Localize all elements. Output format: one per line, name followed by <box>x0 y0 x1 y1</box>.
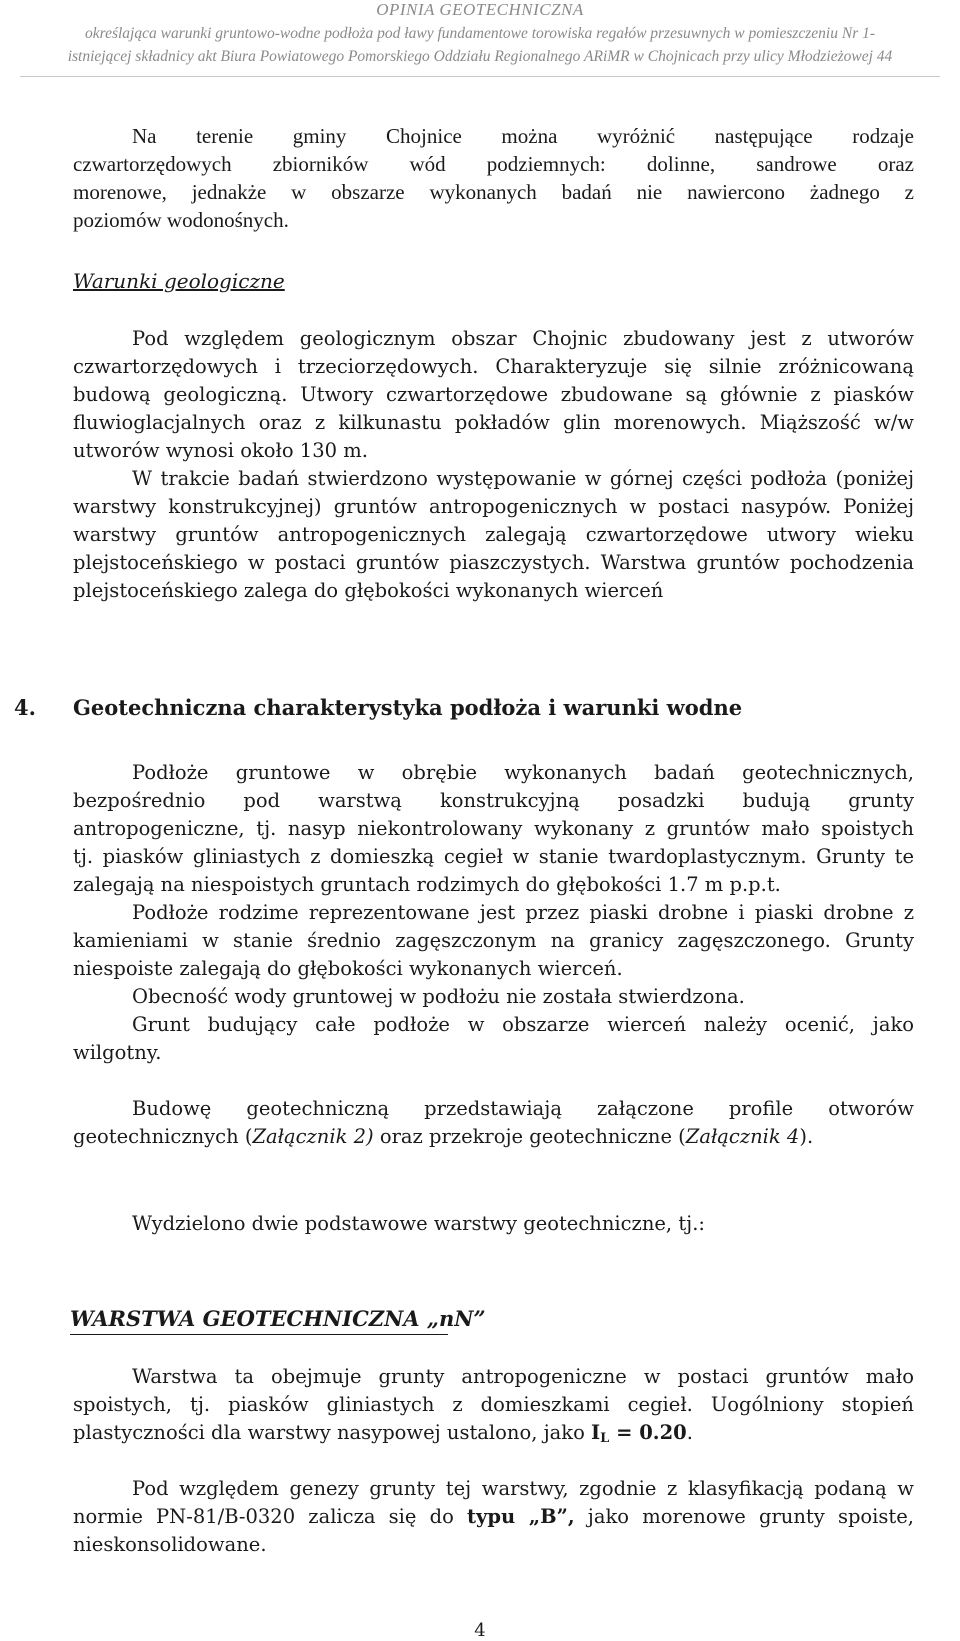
plasticity-value: = 0.20 <box>609 1421 687 1444</box>
paragraph-line: warstwy gruntów antropogenicznych zalegają czwartorzędowe utwory wieku <box>73 523 914 546</box>
paragraph-line: Warstwa ta obejmuje grunty antropogeniczne w postaci gruntów mało <box>132 1365 914 1388</box>
plasticity-symbol: I <box>591 1421 601 1444</box>
paragraph-line: Grunt budujący całe podłoże w obszarze wierceń należy ocenić, jako <box>132 1013 914 1036</box>
paragraph-line: Pod względem geologicznym obszar Chojnic zbudowany jest z utworów <box>132 327 914 350</box>
header-subtitle-line-1: określająca warunki gruntowo-wodne podłoża pod ławy fundamentowe torowiska regałów przesuwnych w pomieszczeniu Nr 1- <box>84 25 876 42</box>
paragraph-line: poziomów wodonośnych. <box>73 208 289 232</box>
text-run: normie PN-81/B-0320 zalicza się do <box>73 1505 468 1528</box>
section-title: Geotechniczna charakterystyka podłoża i warunki wodne <box>73 695 743 720</box>
attachment-reference: Załącznik 2) <box>252 1125 374 1148</box>
paragraph-line: morenowe, jednakże w obszarze wykonanych badań nie nawiercono żadnego z <box>73 180 914 204</box>
page-number: 4 <box>474 1620 486 1641</box>
layer-heading: WARSTWA GEOTECHNICZNA „nN” <box>70 1306 486 1331</box>
paragraph-line: wilgotny. <box>73 1041 162 1064</box>
paragraph-line: tj. piasków gliniastych z domieszką cegieł w stanie twardoplastycznym. Grunty te <box>73 845 914 868</box>
paragraph-line: kamieniami w stanie średnio zagęszczonym na granicy zagęszczonego. Grunty <box>73 929 914 952</box>
paragraph-line: W trakcie badań stwierdzono występowanie w górnej części podłoża (poniżej <box>132 467 914 490</box>
paragraph-line <box>73 1122 914 1152</box>
paragraph-line: antropogeniczne, tj. nasyp niekontrolowany wykonany z gruntów mało spoistych <box>73 817 914 840</box>
paragraph-line: czwartorzędowych i trzeciorzędowych. Charakteryzuje się silnie zróżnicowaną <box>73 355 914 378</box>
paragraph-line: Pod względem genezy grunty tej warstwy, zgodnie z klasyfikacją podaną w <box>132 1477 914 1500</box>
paragraph-line <box>73 1418 914 1448</box>
paragraph-line <box>73 1502 914 1532</box>
layer-heading-underline <box>70 1334 448 1335</box>
text-run: oraz przekroje geotechniczne ( <box>373 1125 686 1148</box>
paragraph-line: nieskonsolidowane. <box>73 1533 267 1556</box>
text-run: jako morenowe grunty spoiste, <box>574 1505 914 1528</box>
paragraph-line: budową geologiczną. Utwory czwartorzędowe zbudowane są głównie z piasków <box>73 383 914 406</box>
soil-type: typu „B”, <box>467 1505 575 1528</box>
text-run: ). <box>799 1125 814 1148</box>
text-run: geotechnicznych ( <box>73 1125 253 1148</box>
geology-heading: Warunki geologiczne <box>73 269 285 293</box>
paragraph-line: Obecność wody gruntowej w podłożu nie została stwierdzona. <box>132 985 745 1008</box>
header-divider <box>20 76 940 77</box>
paragraph-line: Podłoże gruntowe w obrębie wykonanych badań geotechnicznych, <box>132 761 914 784</box>
header-subtitle-line-2: istniejącej składnicy akt Biura Powiatowego Pomorskiego Oddziału Regionalnego ARiMR w Chojnicach przy ulicy Młodzieżowej 44 <box>67 48 893 65</box>
plasticity-subscript: L <box>600 1431 610 1446</box>
paragraph-line: Na terenie gminy Chojnice można wyróżnić następujące rodzaje <box>132 124 914 148</box>
paragraph-line: fluwioglacjalnych oraz z kilkunastu pokładów glin morenowych. Miąższość w/w <box>73 411 914 434</box>
header-title: OPINIA GEOTECHNICZNA <box>376 0 584 19</box>
text-run: plastyczności dla warstwy nasypowej ustalono, jako <box>73 1421 592 1444</box>
section-number: 4. <box>14 695 36 720</box>
paragraph-line: Wydzielono dwie podstawowe warstwy geotechniczne, tj.: <box>132 1212 705 1235</box>
paragraph-line: czwartorzędowych zbiorników wód podziemnych: dolinne, sandrowe oraz <box>73 152 914 176</box>
paragraph-line: spoistych, tj. piasków gliniastych z domieszkami cegieł. Uogólniony stopień <box>73 1393 914 1416</box>
paragraph-line: Budowę geotechniczną przedstawiają załączone profile otworów <box>132 1097 914 1120</box>
paragraph-line: niespoiste zalegają do głębokości wykonanych wierceń. <box>73 957 623 980</box>
paragraph-line: plejstoceńskiego zalega do głębokości wykonanych wierceń <box>73 579 664 602</box>
paragraph-line: zalegają na niespoistych gruntach rodzimych do głębokości 1.7 m p.p.t. <box>73 873 781 896</box>
paragraph-line: bezpośrednio pod warstwą konstrukcyjną posadzki budują grunty <box>73 789 914 812</box>
paragraph-line: plejstoceńskiego w postaci gruntów piaszczystych. Warstwa gruntów pochodzenia <box>73 551 914 574</box>
paragraph-line: utworów wynosi około 130 m. <box>73 439 368 462</box>
paragraph-line: Podłoże rodzime reprezentowane jest przez piaski drobne i piaski drobne z <box>132 901 914 924</box>
text-run: . <box>686 1421 693 1444</box>
paragraph-line: warstwy konstrukcyjnej) gruntów antropogenicznych w postaci nasypów. Poniżej <box>73 495 914 518</box>
attachment-reference: Załącznik 4 <box>685 1125 800 1148</box>
